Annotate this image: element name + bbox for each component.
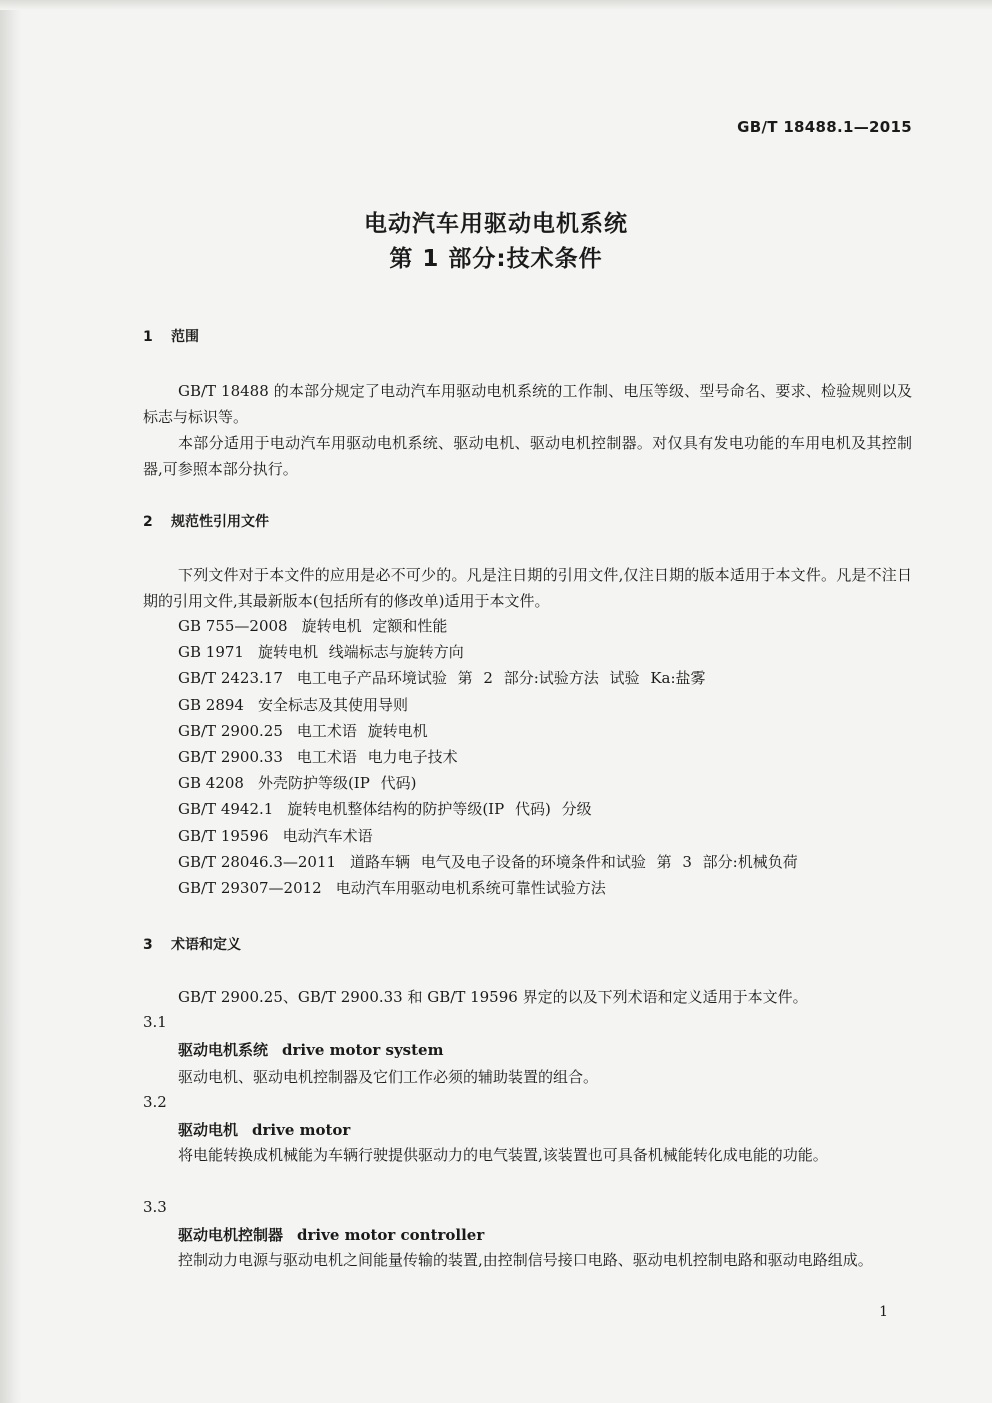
reference-code: GB/T 2423.17 — [178, 669, 283, 688]
reference-item — [178, 770, 798, 796]
paragraph: 下列文件对于本文件的应用是必不可少的。凡是注日期的引用文件,仅注日期的版本适用于本文件。凡是不注日期的引用文件,其最新版本(包括所有的修改单)适用于本文件。 — [143, 566, 912, 610]
standard-number: GB/T 18488.1—2015 — [737, 118, 912, 136]
term-chinese: 驱动电机 — [178, 1121, 239, 1139]
clause-number: 3.2 — [143, 1093, 167, 1111]
reference-code: GB/T 28046.3—2011 — [178, 852, 337, 871]
term-english: drive motor — [252, 1121, 351, 1139]
reference-code: GB/T 19596 — [178, 826, 269, 845]
reference-code: GB 2894 — [178, 695, 244, 714]
section-heading-terms — [143, 934, 241, 954]
section-number: 2 — [143, 514, 153, 530]
term-definition: 控制动力电源与驱动电机之间能量传输的装置,由控制信号接口电路、驱动电机控制电路和驱动电路组成。 — [178, 1251, 873, 1269]
reference-item — [178, 796, 798, 822]
reference-item — [178, 875, 798, 901]
page-number: 1 — [879, 1304, 888, 1320]
term-chinese: 驱动电机系统 — [178, 1041, 269, 1059]
paragraph: 本部分适用于电动汽车用驱动电机系统、驱动电机、驱动电机控制器。对仅具有发电功能的车用电机及其控制器,可参照本部分执行。 — [143, 434, 912, 478]
reference-code: GB 4208 — [178, 774, 244, 793]
section-title: 规范性引用文件 — [171, 514, 269, 530]
reference-list — [178, 613, 798, 901]
reference-title: 电动汽车用驱动电机系统可靠性试验方法 — [335, 878, 606, 897]
reference-title: 道路车辆 电气及电子设备的环境条件和试验 第 3 部分:机械负荷 — [350, 852, 798, 871]
section-title: 范围 — [171, 329, 199, 345]
section-heading-scope — [143, 326, 199, 346]
section-heading-references — [143, 511, 269, 531]
reference-item — [178, 613, 798, 639]
reference-code: GB 1971 — [178, 643, 244, 662]
term-entry — [178, 1039, 443, 1060]
reference-item — [178, 849, 798, 875]
reference-code: GB/T 2900.33 — [178, 747, 283, 766]
clause-number: 3.3 — [143, 1198, 167, 1216]
reference-title: 电工电子产品环境试验 第 2 部分:试验方法 试验 Ka:盐雾 — [296, 669, 706, 688]
term-english: drive motor system — [282, 1041, 444, 1059]
reference-code: GB 755—2008 — [178, 617, 288, 635]
reference-title: 旋转电机整体结构的防护等级(IP 代码) 分级 — [287, 800, 592, 819]
term-entry — [178, 1119, 350, 1140]
document-subtitle: 第 1 部分:技术条件 — [389, 246, 603, 272]
reference-code: GB/T 29307—2012 — [178, 878, 322, 897]
reference-title: 安全标志及其使用导则 — [257, 695, 408, 714]
reference-code: GB/T 2900.25 — [178, 721, 283, 740]
reference-item — [178, 744, 798, 770]
reference-code: GB/T 4942.1 — [178, 800, 274, 819]
section-number: 3 — [143, 937, 153, 953]
clause-number: 3.1 — [143, 1013, 167, 1031]
term-chinese: 驱动电机控制器 — [178, 1226, 284, 1244]
term-entry — [178, 1224, 484, 1245]
reference-item — [178, 665, 798, 691]
paragraph: GB/T 2900.25、GB/T 2900.33 和 GB/T 19596 界定的以及下列术语和定义适用于本文件。 — [178, 988, 808, 1006]
section-title: 术语和定义 — [171, 937, 241, 953]
reference-title: 电动汽车术语 — [282, 826, 373, 845]
reference-title: 电工术语 旋转电机 — [296, 721, 428, 740]
reference-item — [178, 692, 798, 718]
term-definition: 驱动电机、驱动电机控制器及它们工作必须的辅助装置的组合。 — [178, 1068, 599, 1086]
scan-top-edge — [0, 0, 992, 10]
paragraph: GB/T 18488 的本部分规定了电动汽车用驱动电机系统的工作制、电压等级、型号命名、要求、检验规则以及标志与标识等。 — [143, 382, 912, 426]
reference-item — [178, 823, 798, 849]
term-definition: 将电能转换成机械能为车辆行驶提供驱动力的电气装置,该装置也可具备机械能转化成电能的功能。 — [178, 1146, 828, 1164]
reference-item — [178, 718, 798, 744]
reference-title: 电工术语 电力电子技术 — [296, 747, 458, 766]
reference-item — [178, 639, 798, 665]
reference-title: 旋转电机 定额和性能 — [301, 617, 448, 635]
reference-title: 旋转电机 线端标志与旋转方向 — [257, 643, 464, 662]
document-title: 电动汽车用驱动电机系统 — [364, 211, 628, 237]
term-english: drive motor controller — [297, 1226, 485, 1244]
section-number: 1 — [143, 329, 153, 345]
reference-title: 外壳防护等级(IP 代码) — [257, 774, 417, 793]
